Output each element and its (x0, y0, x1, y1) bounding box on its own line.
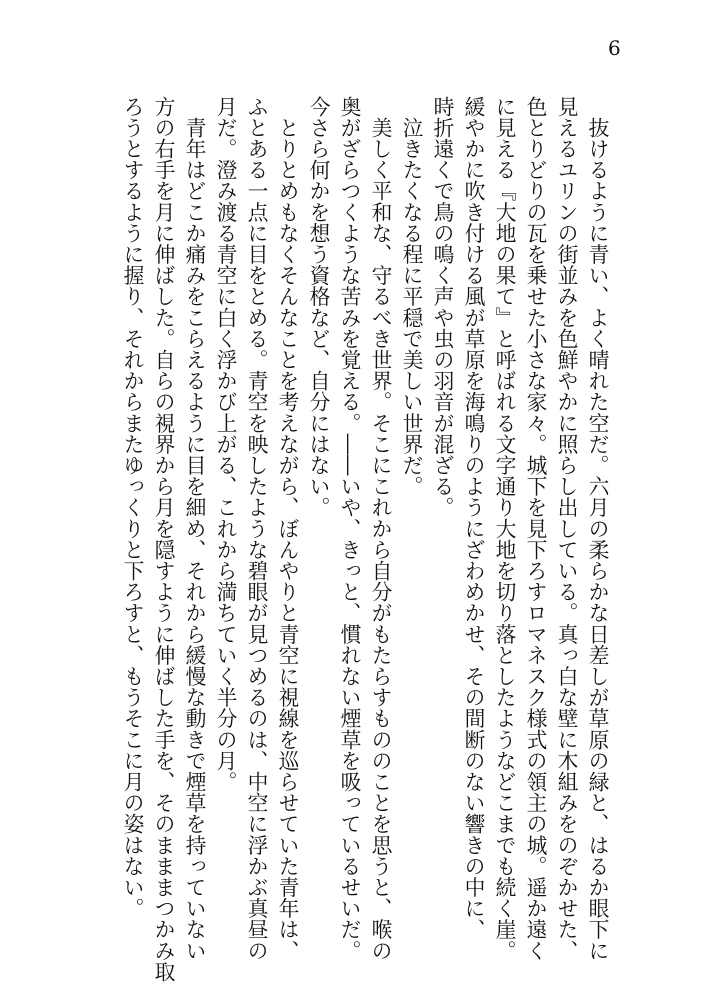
text-column: 色とりどりの瓦を乗せた小さな家々。城下を見下ろすロマネスク様式の領主の城。遥か遠く (523, 96, 547, 962)
text-column: 青年はどこか痛みをこらえるように目を細め、それから緩慢な動きで煙草を持っていない (182, 96, 206, 962)
text-column: ろうとするように握り、それからまたゆっくりと下ろすと、もうそこに月の姿はない。 (120, 96, 144, 919)
text-column: 今さら何かを想う資格など、自分にはない。 (306, 96, 330, 518)
text-column: 月だ。澄み渡る青空に白く浮かび上がる、これから満ちていく半分の月。 (213, 96, 237, 793)
text-column: 見えるユリンの街並みを色鮮やかに照らし出している。真っ白な壁に木組みをのぞかせた、 (554, 96, 578, 962)
text-column: 緩やかに吹き付ける風が草原を海鳴りのようにざわめかせ、その間断のない響きの中に、 (461, 96, 485, 940)
text-column: 抜けるように青い、よく晴れた空だ。六月の柔らかな日差しが草原の緑と、はるか眼下に (585, 96, 609, 962)
text-column: に見える『大地の果て』と呼ばれる文字通り大地を切り落としたようなどこまでも続く崖。 (492, 96, 516, 962)
text-column: 奥がざらつくような苦みを覚える。――いや、きっと、慣れない煙草を吸っているせいだ。 (337, 96, 361, 962)
text-column: ふとある一点に目をとめる。青空を映したような碧眼が見つめるのは、中空に浮かぶ真昼の (244, 96, 268, 962)
text-column: 時折遠くで鳥の鳴く声や虫の羽音が混ざる。 (430, 96, 454, 518)
text-column: 美しく平和な、守るべき世界。そこにこれから自分がもたらすもののことを思うと、喉の (368, 96, 392, 962)
page-number: 6 (608, 36, 621, 60)
text-column: 方の右手を月に伸ばした。自らの視界から月を隠すように伸ばした手を、そのまままつかみ取 (151, 96, 175, 983)
text-column: とりとめもなくそんなことを考えながら、ぼんやりと青空に視線を巡らせていた青年は、 (275, 96, 299, 962)
text-column: 泣きたくなる程に平穏で美しい世界だ。 (399, 96, 423, 497)
body-text (110, 96, 614, 983)
